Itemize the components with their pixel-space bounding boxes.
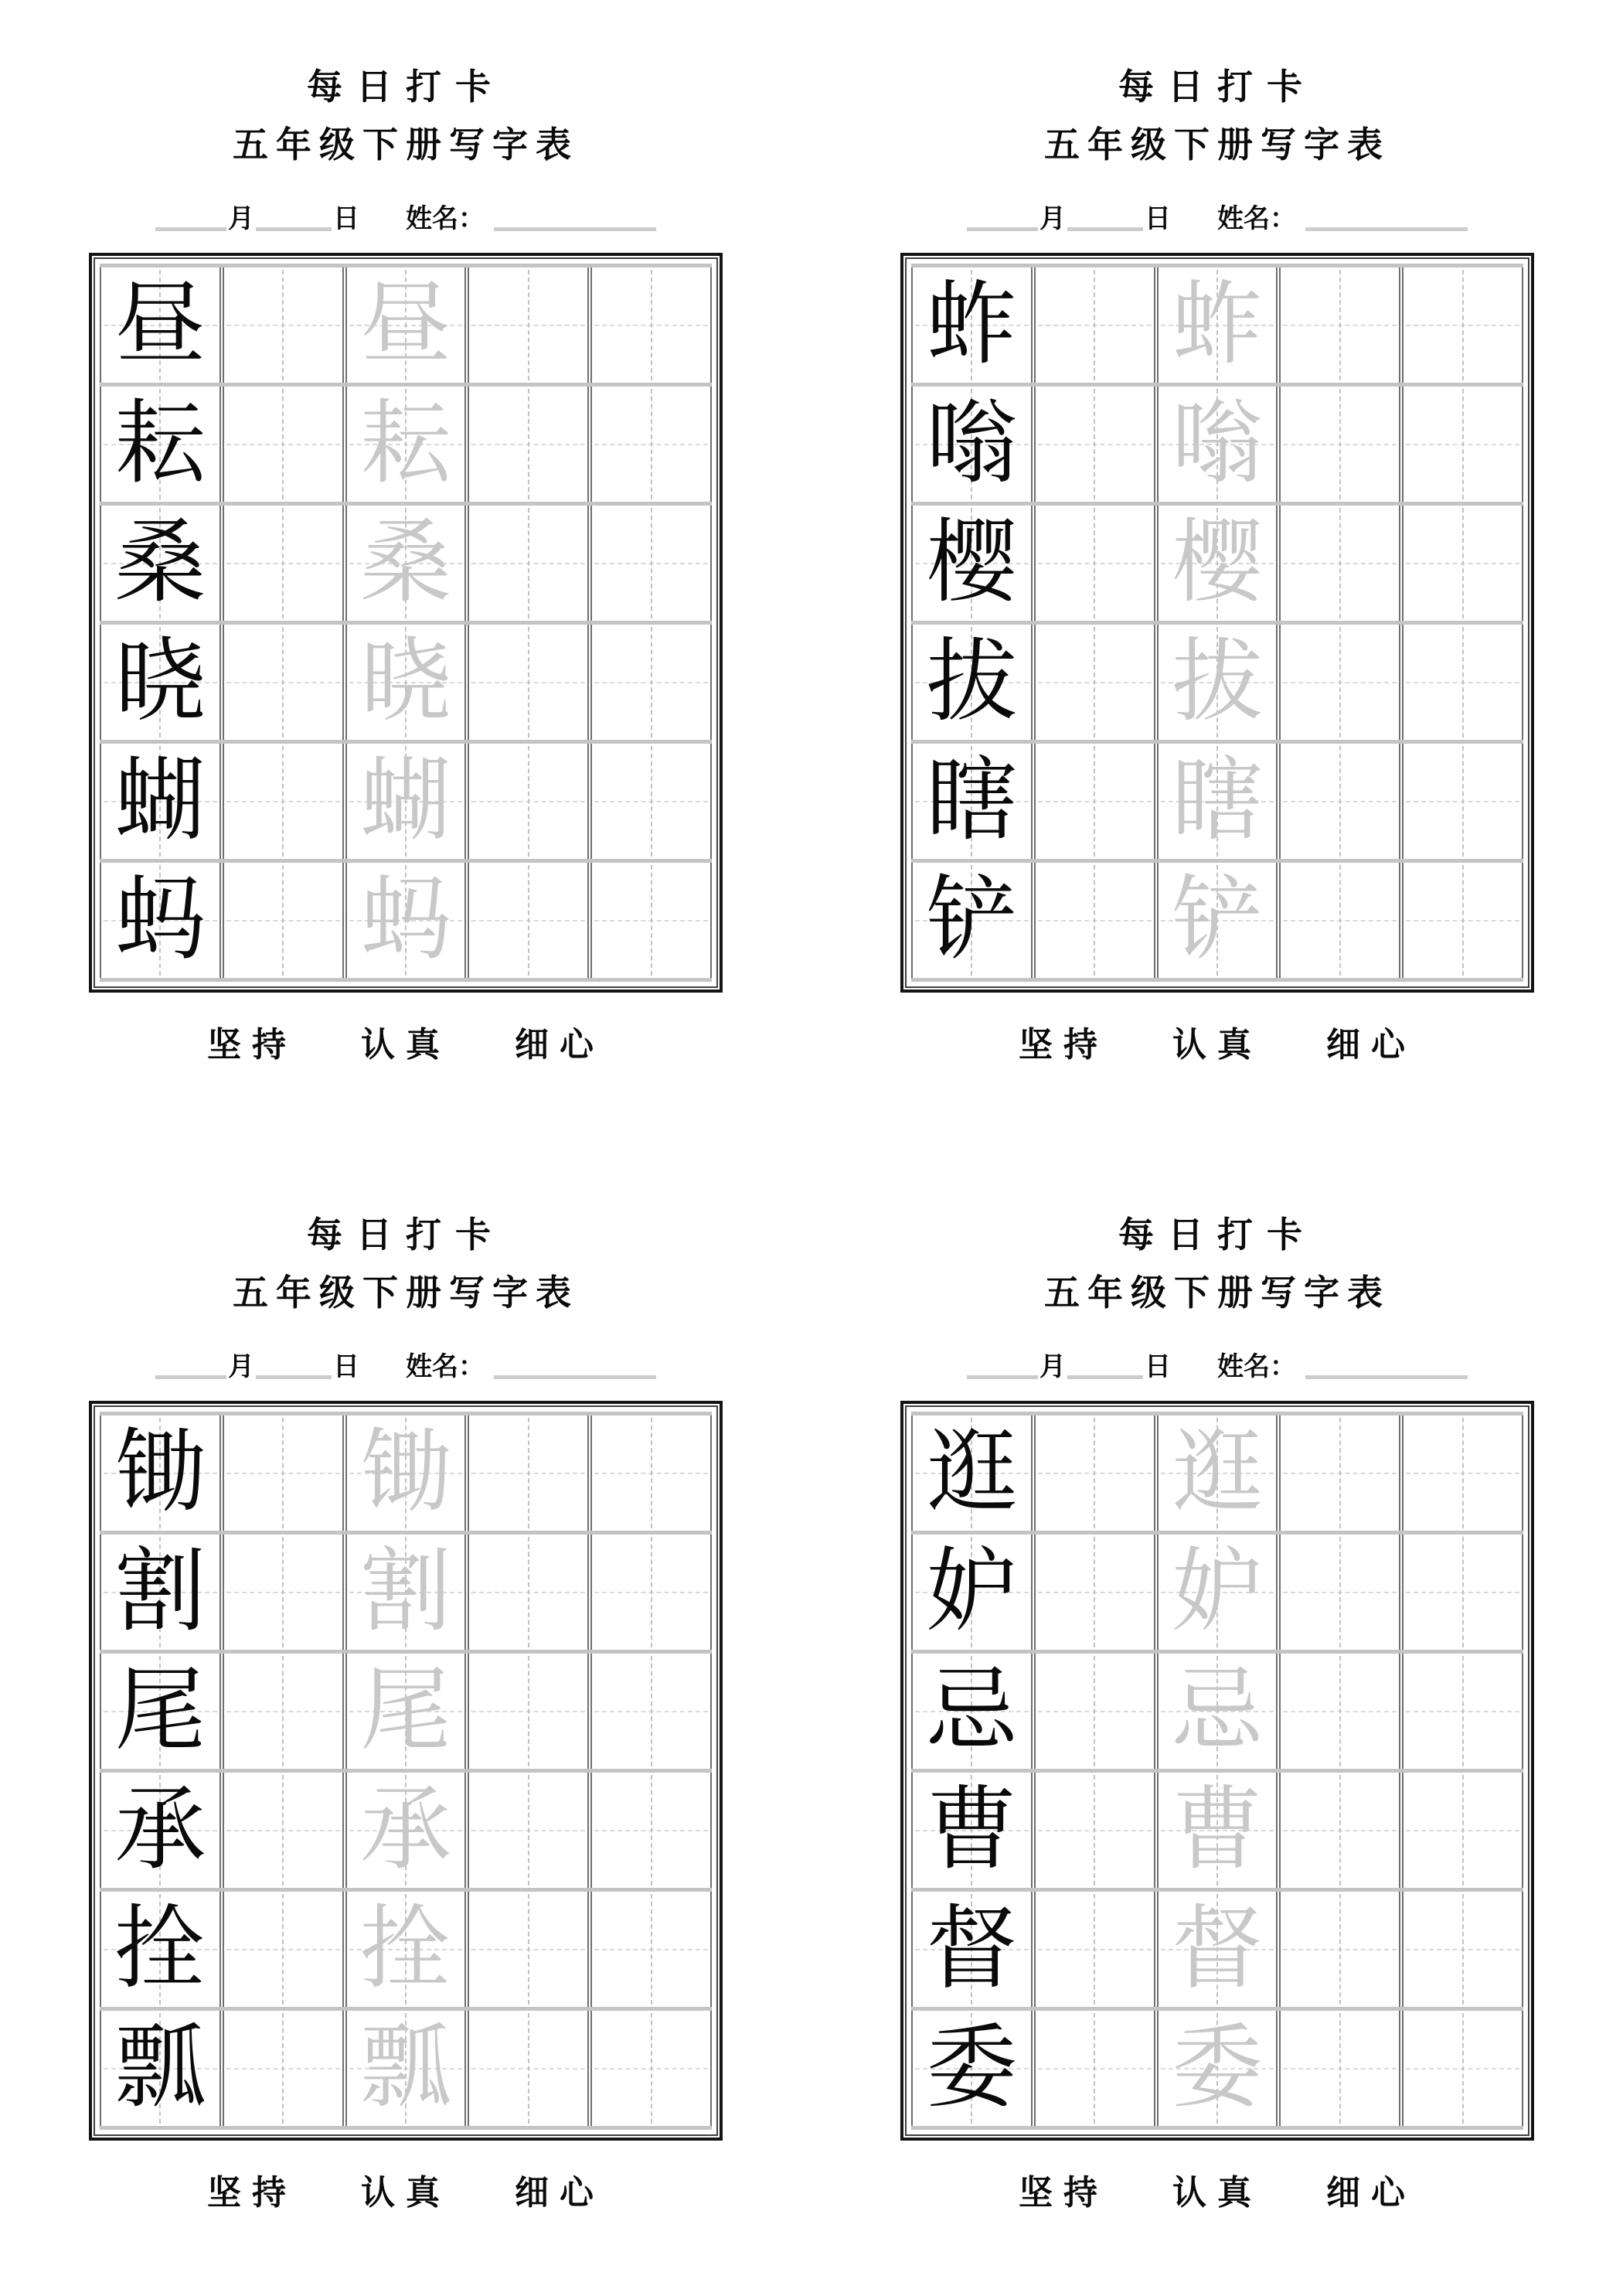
solid-character: 耘 [114, 393, 206, 495]
practice-cell [590, 1535, 712, 1650]
motto-word: 坚持 [1019, 2174, 1108, 2213]
motto-word: 坚持 [1019, 1026, 1108, 1065]
day-label: 日 [333, 1353, 359, 1382]
grid-row [911, 859, 1523, 982]
practice-cell [911, 625, 1033, 740]
trace-character: 妒 [1171, 1541, 1263, 1643]
practice-cell [1157, 506, 1278, 621]
solid-character: 拴 [114, 1898, 206, 2000]
practice-cell [345, 1535, 467, 1650]
day-label: 日 [1145, 1353, 1171, 1382]
practice-cell [1034, 1654, 1155, 1769]
grid-row [100, 859, 712, 982]
practice-cell [1157, 267, 1278, 383]
practice-cell [468, 863, 589, 978]
practice-cell [345, 2011, 467, 2126]
trace-character: 瞎 [1171, 750, 1263, 852]
practice-cell [1034, 625, 1155, 740]
practice-cell [1157, 625, 1278, 740]
trace-character: 樱 [1171, 512, 1263, 614]
solid-character: 忌 [926, 1660, 1018, 1762]
practice-grid [911, 1412, 1523, 2130]
month-label: 月 [1039, 205, 1066, 234]
page-subtitle: 五年级下册写字表 [233, 124, 579, 165]
practice-cell [1402, 267, 1523, 383]
grid-row [100, 2007, 712, 2130]
practice-cell [911, 506, 1033, 621]
motto-word: 细心 [1326, 1026, 1416, 1065]
practice-cell [223, 1654, 344, 1769]
practice-cell [100, 387, 221, 502]
practice-cell [1279, 1892, 1400, 2007]
grid-row [911, 1412, 1523, 1531]
quadrant-top-right [812, 0, 1623, 1148]
practice-cell [590, 1773, 712, 1888]
grid-row [100, 1531, 712, 1650]
day-label: 日 [1145, 205, 1171, 234]
page-title: 每日打卡 [1118, 67, 1316, 107]
page-subtitle: 五年级下册写字表 [233, 1272, 579, 1313]
practice-cell [100, 1654, 221, 1769]
practice-cell [911, 1535, 1033, 1650]
grid-row [100, 383, 712, 502]
practice-cell [1034, 1773, 1155, 1888]
practice-cell [1402, 1535, 1523, 1650]
practice-cell [1157, 1773, 1278, 1888]
practice-cell [911, 1415, 1033, 1531]
grid-frame [900, 253, 1534, 993]
practice-cell [1279, 1535, 1400, 1650]
practice-cell [911, 1773, 1033, 1888]
trace-character: 拴 [359, 1898, 451, 2000]
solid-character: 曹 [926, 1779, 1018, 1881]
grid-row [100, 740, 712, 859]
practice-cell [1157, 1535, 1278, 1650]
grid-frame [89, 1401, 723, 2141]
practice-cell [1157, 1415, 1278, 1531]
grid-row [911, 1531, 1523, 1650]
month-label: 月 [228, 205, 254, 234]
practice-cell [911, 744, 1033, 859]
quadrant-top-left [0, 0, 812, 1148]
practice-cell [223, 2011, 344, 2126]
page-title: 每日打卡 [1118, 1215, 1316, 1255]
practice-cell [1034, 2011, 1155, 2126]
name-blank-line [494, 1375, 656, 1379]
practice-cell [1279, 506, 1400, 621]
practice-cell [1402, 1415, 1523, 1531]
day-blank-line [256, 1375, 332, 1379]
practice-cell [345, 1773, 467, 1888]
practice-cell [590, 2011, 712, 2126]
practice-cell [468, 1535, 589, 1650]
month-label: 月 [228, 1353, 254, 1382]
practice-cell [1402, 863, 1523, 978]
practice-cell [223, 744, 344, 859]
practice-cell [468, 1415, 589, 1531]
trace-character: 晓 [359, 631, 451, 733]
practice-cell [100, 2011, 221, 2126]
grid-row [100, 1650, 712, 1769]
practice-cell [345, 506, 467, 621]
day-blank-line [1067, 1375, 1143, 1379]
grid-row [100, 264, 712, 383]
practice-cell [1279, 387, 1400, 502]
trace-character: 逛 [1171, 1422, 1263, 1524]
trace-character: 蚱 [1171, 274, 1263, 376]
practice-cell [1402, 2011, 1523, 2126]
practice-cell [1402, 506, 1523, 621]
motto-word: 认真 [1172, 1026, 1262, 1065]
day-blank-line [1067, 227, 1143, 231]
date-name-line [812, 200, 1623, 233]
month-blank-line [155, 227, 226, 231]
practice-cell [100, 1415, 221, 1531]
day-blank-line [256, 227, 332, 231]
practice-cell [911, 863, 1033, 978]
practice-cell [1279, 625, 1400, 740]
motto-word: 认真 [1172, 2174, 1262, 2213]
motto-word: 认真 [361, 2174, 451, 2213]
practice-cell [1279, 1773, 1400, 1888]
motto-word: 认真 [361, 1026, 451, 1065]
practice-cell [468, 625, 589, 740]
motto-footer [0, 1027, 812, 1064]
motto-footer [812, 2175, 1623, 2212]
grid-frame-inner [905, 257, 1529, 988]
practice-cell [468, 2011, 589, 2126]
practice-cell [1034, 863, 1155, 978]
practice-cell [911, 387, 1033, 502]
trace-character: 昼 [359, 274, 451, 376]
practice-cell [590, 1415, 712, 1531]
practice-cell [1157, 1654, 1278, 1769]
name-label: 姓名： [1217, 205, 1296, 234]
practice-cell [1279, 1415, 1400, 1531]
practice-cell [1279, 1654, 1400, 1769]
practice-cell [590, 863, 712, 978]
name-blank-line [494, 227, 656, 231]
trace-character: 督 [1171, 1898, 1263, 2000]
practice-cell [1034, 1535, 1155, 1650]
trace-character: 锄 [359, 1422, 451, 1524]
practice-cell [223, 506, 344, 621]
practice-cell [1279, 267, 1400, 383]
practice-cell [223, 625, 344, 740]
practice-cell [1157, 863, 1278, 978]
month-blank-line [967, 227, 1038, 231]
practice-cell [1034, 506, 1155, 621]
motto-word: 细心 [515, 1026, 604, 1065]
solid-character: 蝴 [114, 750, 206, 852]
page-title: 每日打卡 [307, 1215, 505, 1255]
practice-grid [100, 1412, 712, 2130]
name-label: 姓名： [406, 1353, 485, 1382]
solid-character: 桑 [114, 512, 206, 614]
practice-cell [1279, 863, 1400, 978]
trace-character: 桑 [359, 512, 451, 614]
name-blank-line [1305, 227, 1468, 231]
practice-cell [100, 863, 221, 978]
practice-cell [911, 1892, 1033, 2007]
motto-word: 细心 [1326, 2174, 1416, 2213]
grid-row [100, 621, 712, 740]
motto-footer [812, 1027, 1623, 1064]
grid-row [100, 1888, 712, 2007]
month-blank-line [155, 1375, 226, 1379]
trace-character: 拔 [1171, 631, 1263, 733]
practice-cell [468, 387, 589, 502]
quadrant-bottom-left [0, 1148, 812, 2296]
practice-cell [345, 387, 467, 502]
page-title: 每日打卡 [307, 67, 505, 107]
solid-character: 瓢 [114, 2017, 206, 2119]
practice-grid [100, 264, 712, 982]
practice-cell [468, 1654, 589, 1769]
practice-cell [223, 1535, 344, 1650]
month-label: 月 [1039, 1353, 1066, 1382]
practice-cell [1157, 744, 1278, 859]
practice-cell [590, 1654, 712, 1769]
grid-frame-inner [905, 1405, 1529, 2136]
quadrant-bottom-right [812, 1148, 1623, 2296]
practice-cell [468, 744, 589, 859]
practice-cell [1034, 744, 1155, 859]
practice-cell [590, 506, 712, 621]
practice-cell [100, 1773, 221, 1888]
grid-row [911, 2007, 1523, 2130]
solid-character: 锄 [114, 1422, 206, 1524]
practice-cell [223, 1773, 344, 1888]
practice-cell [345, 1892, 467, 2007]
grid-row [911, 383, 1523, 502]
grid-row [911, 264, 1523, 383]
practice-cell [468, 267, 589, 383]
practice-cell [100, 1535, 221, 1650]
grid-row [911, 621, 1523, 740]
solid-character: 尾 [114, 1660, 206, 1762]
trace-character: 尾 [359, 1660, 451, 1762]
practice-cell [590, 387, 712, 502]
practice-cell [100, 267, 221, 383]
name-label: 姓名： [406, 205, 485, 234]
solid-character: 瞎 [926, 750, 1018, 852]
practice-cell [345, 744, 467, 859]
practice-cell [345, 1654, 467, 1769]
date-name-line [0, 200, 812, 233]
solid-character: 铲 [926, 869, 1018, 971]
trace-character: 割 [359, 1541, 451, 1643]
trace-character: 嗡 [1171, 393, 1263, 495]
practice-cell [345, 625, 467, 740]
practice-cell [1157, 1892, 1278, 2007]
solid-character: 晓 [114, 631, 206, 733]
practice-cell [345, 1415, 467, 1531]
practice-cell [468, 506, 589, 621]
practice-cell [345, 267, 467, 383]
practice-cell [223, 387, 344, 502]
practice-cell [1402, 1892, 1523, 2007]
month-blank-line [967, 1375, 1038, 1379]
motto-footer [0, 2175, 812, 2212]
practice-cell [1157, 387, 1278, 502]
trace-character: 忌 [1171, 1660, 1263, 1762]
solid-character: 拔 [926, 631, 1018, 733]
solid-character: 逛 [926, 1422, 1018, 1524]
practice-cell [1157, 2011, 1278, 2126]
page-subtitle: 五年级下册写字表 [1044, 1272, 1390, 1313]
trace-character: 耘 [359, 393, 451, 495]
practice-cell [1034, 387, 1155, 502]
solid-character: 妒 [926, 1541, 1018, 1643]
practice-cell [911, 1654, 1033, 1769]
solid-character: 嗡 [926, 393, 1018, 495]
grid-frame [89, 253, 723, 993]
solid-character: 昼 [114, 274, 206, 376]
trace-character: 铲 [1171, 869, 1263, 971]
grid-frame [900, 1401, 1534, 2141]
practice-cell [1034, 1892, 1155, 2007]
practice-cell [1402, 387, 1523, 502]
practice-cell [590, 744, 712, 859]
practice-cell [1402, 625, 1523, 740]
solid-character: 樱 [926, 512, 1018, 614]
solid-character: 蚂 [114, 869, 206, 971]
practice-cell [100, 625, 221, 740]
solid-character: 承 [114, 1779, 206, 1881]
practice-cell [468, 1773, 589, 1888]
solid-character: 割 [114, 1541, 206, 1643]
practice-cell [223, 863, 344, 978]
motto-word: 坚持 [207, 1026, 297, 1065]
practice-cell [1279, 744, 1400, 859]
grid-row [911, 502, 1523, 621]
solid-character: 蚱 [926, 274, 1018, 376]
practice-cell [911, 267, 1033, 383]
practice-cell [223, 1415, 344, 1531]
practice-cell [100, 744, 221, 859]
grid-row [100, 502, 712, 621]
trace-character: 曹 [1171, 1779, 1263, 1881]
practice-cell [590, 625, 712, 740]
practice-cell [1034, 267, 1155, 383]
date-name-line [0, 1348, 812, 1381]
grid-row [911, 1769, 1523, 1888]
date-name-line [812, 1348, 1623, 1381]
practice-cell [590, 1892, 712, 2007]
trace-character: 瓢 [359, 2017, 451, 2119]
practice-cell [590, 267, 712, 383]
practice-grid [911, 264, 1523, 982]
practice-cell [345, 863, 467, 978]
motto-word: 细心 [515, 2174, 604, 2213]
practice-cell [1402, 744, 1523, 859]
grid-row [911, 1888, 1523, 2007]
grid-frame-inner [94, 257, 718, 988]
grid-row [911, 1650, 1523, 1769]
practice-cell [223, 267, 344, 383]
practice-cell [911, 2011, 1033, 2126]
practice-cell [100, 506, 221, 621]
practice-cell [1402, 1654, 1523, 1769]
grid-row [100, 1769, 712, 1888]
grid-row [100, 1412, 712, 1531]
page-subtitle: 五年级下册写字表 [1044, 124, 1390, 165]
grid-frame-inner [94, 1405, 718, 2136]
practice-cell [1402, 1773, 1523, 1888]
name-blank-line [1305, 1375, 1468, 1379]
practice-cell [223, 1892, 344, 2007]
practice-cell [468, 1892, 589, 2007]
trace-character: 蝴 [359, 750, 451, 852]
trace-character: 蚂 [359, 869, 451, 971]
day-label: 日 [333, 205, 359, 234]
solid-character: 督 [926, 1898, 1018, 2000]
solid-character: 委 [926, 2017, 1018, 2119]
practice-cell [1034, 1415, 1155, 1531]
name-label: 姓名： [1217, 1353, 1296, 1382]
grid-row [911, 740, 1523, 859]
trace-character: 委 [1171, 2017, 1263, 2119]
trace-character: 承 [359, 1779, 451, 1881]
practice-cell [1279, 2011, 1400, 2126]
practice-cell [100, 1892, 221, 2007]
motto-word: 坚持 [207, 2174, 297, 2213]
